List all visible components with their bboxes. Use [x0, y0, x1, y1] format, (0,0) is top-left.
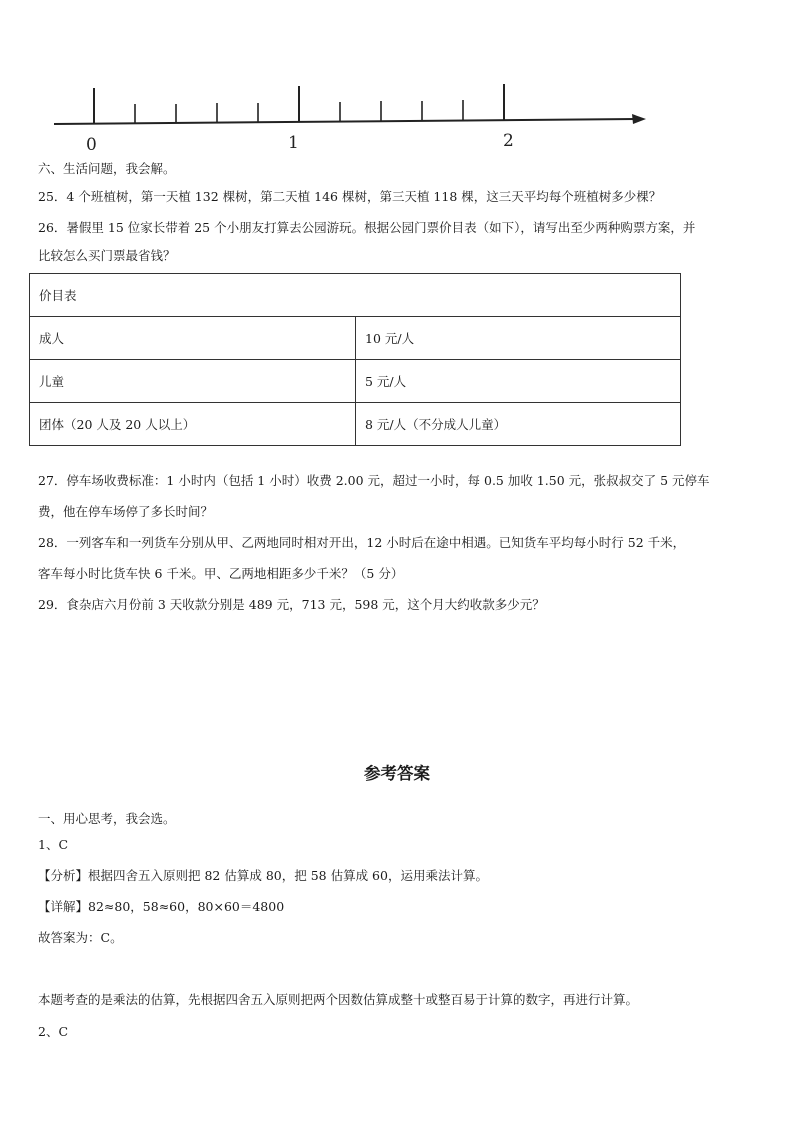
- question-27-line1: 27．停车场收费标准：1 小时内（包括 1 小时）收费 2.00 元，超过一小时，每 0.5 加收 1.50 元，张叔叔交了 5 元停车: [38, 473, 710, 488]
- price-table: [29, 273, 681, 446]
- question-29: 29．食杂店六月份前 3 天收款分别是 489 元，713 元，598 元，这个月大约收款多少元？: [38, 597, 545, 612]
- question-28-line1: 28．一列客车和一列货车分别从甲、乙两地同时相对开出，12 小时后在途中相遇。已知货车平均每小时行 52 千米，: [38, 535, 686, 550]
- answer-2-label: 2、C: [38, 1024, 69, 1039]
- answers-section1-heading: 一、用心思考，我会选。: [38, 811, 176, 826]
- ticket-type-cell: 成人: [30, 317, 356, 360]
- number-line-axis: [54, 119, 640, 124]
- number-line-label-0: 0: [86, 135, 97, 155]
- ticket-price-cell: 5 元/人: [356, 360, 681, 403]
- price-table-header: 价目表: [30, 274, 681, 317]
- ticket-type-cell: 团体（20 人及 20 人以上）: [30, 403, 356, 446]
- price-table-header-row: [30, 274, 681, 317]
- table-row: [30, 403, 681, 446]
- table-row: [30, 317, 681, 360]
- question-25: 25．4 个班植树，第一天植 132 棵树，第二天植 146 棵树，第三天植 118 棵，这三天平均每个班植树多少棵？: [38, 189, 662, 204]
- question-28-line2: 客车每小时比货车快 6 千米。甲、乙两地相距多少千米？（5 分）: [38, 566, 404, 581]
- section6-heading: 六、生活问题，我会解。: [38, 161, 176, 176]
- table-row: [30, 360, 681, 403]
- answer-1-comment: 本题考查的是乘法的估算，先根据四舍五入原则把两个因数估算成整十或整百易于计算的数字，再进行计算。: [38, 992, 639, 1007]
- answer-1-conclusion: 故答案为：C。: [38, 930, 123, 945]
- ticket-type-cell: 儿童: [30, 360, 356, 403]
- question-27-line2: 费，他在停车场停了多长时间？: [38, 504, 214, 519]
- number-line-svg: [48, 78, 658, 158]
- answer-1-detail: 【详解】82≈80，58≈60，80×60＝4800: [38, 899, 285, 914]
- answer-1-label: 1、C: [38, 837, 69, 852]
- ticket-price-cell: 8 元/人（不分成人儿童）: [356, 403, 681, 446]
- answers-title: 参考答案: [364, 764, 430, 783]
- question-26-line1: 26．暑假里 15 位家长带着 25 个小朋友打算去公园游玩。根据公园门票价目表（如下），请写出至少两种购票方案，并: [38, 220, 696, 235]
- number-line-figure: [48, 78, 658, 158]
- question-26-line2: 比较怎么买门票最省钱？: [38, 248, 176, 263]
- number-line-label-1: 1: [288, 133, 299, 153]
- answer-1-analysis: 【分析】根据四舍五入原则把 82 估算成 80，把 58 估算成 60，运用乘法计算。: [38, 868, 488, 883]
- number-line-arrow: [632, 114, 646, 124]
- ticket-price-cell: 10 元/人: [356, 317, 681, 360]
- number-line-label-2: 2: [503, 131, 514, 151]
